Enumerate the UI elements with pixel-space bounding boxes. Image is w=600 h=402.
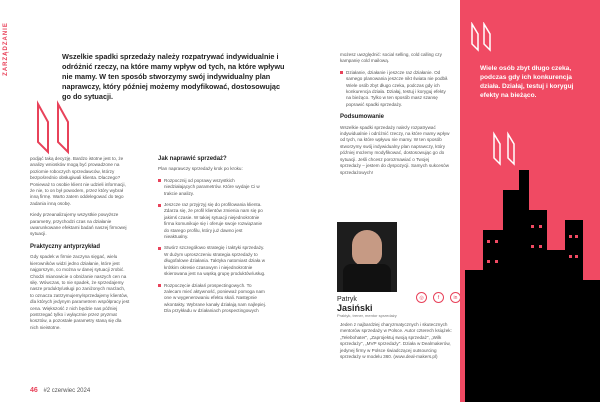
author-last-name: Jasiński [337, 303, 373, 313]
paragraph: Plan naprawczy sprzedaży krok po kroku: [158, 166, 243, 172]
author-head [352, 230, 382, 266]
bullet-item: Jeszcze raz przyjrzyj się do profilowania klienta. Zdarza się, że profil klientów zmienia nam się po jakimś czasie. W takiej sytuacji niejednokrotnie firma komunikuje się i oferuje swoje rozwiązanie do starego profilu, który już dawno jest nieaktualny. [158, 202, 266, 240]
left-column-1 [30, 156, 130, 336]
author-body [343, 264, 391, 292]
paragraph: Kiedy przeanalizujemy wszystkie powyższe parametry, przychodzi czas na działanie uwarunkowane efektami badań naszej firmowej sytuacji. [30, 212, 127, 237]
quote-mark-icon [470, 22, 498, 54]
paragraph: Gdy spadek w firmie zaczyna sięgać, wielu kierowników widzi jedno działanie, które jest najgorszym, co można w danej sytuacji zrobić. Chodzi mianowicie o obniżanie naszych cen na siłę. Wówczas, to nie spadek, że sprzedajemy nasze produkty/usługi po zaniżonych marżach, to oznacza zatrzymujemy/sprzedajemy klientów, dla których jedynym parametrem współpracy jest cena. Większość z nich będzie nas później postrzegać tylko i wyłącznie przez pryzmat kosztów, a pozostałe parametry staną się dla nich nieistotne. [30, 254, 130, 330]
instagram-icon[interactable]: ◎ [416, 292, 427, 303]
lead-paragraph: Wszelkie spadki sprzedaży należy rozpatrywać indywidualnie i odróżnić rzeczy, na które mamy wpływ od tych, na które wpływu nie mamy. W ten sposób stworzymy swój indywidualny plan naprawczy, który później możemy modyfikować, dostosowując go do sytuacji. [62, 52, 285, 101]
pull-quote: Wiele osób zbyt długo czeka, podczas gdy ich konkurencja działa. Działaj, testuj i koryguj efekty na bieżąco. [480, 65, 574, 99]
author-role: Praktyk, trener, mentor sprzedaży [337, 313, 397, 318]
author-name [337, 296, 373, 312]
social-links [416, 292, 461, 303]
right-page [300, 0, 600, 402]
paragraph: możesz uwzględnić: social selling, cold calling czy kampanię cold mailową. [340, 52, 442, 64]
section-heading: Podsumowanie [340, 114, 385, 121]
bullet-item: Rozpoczęcie działań prospectingowych. To zalecam mieć aktywność, ponieważ pomoga nam one w wygenerowaniu efektu skali. Następnie wkontakty. Wybrane kanały działają nam najlepiej. Dla przykładu w działaniach prospectingowych [158, 283, 266, 315]
city-skyline-illustration [465, 150, 600, 402]
section-heading: Praktyczny antyprzykład [30, 243, 101, 250]
bullet-item: Działanie, działanie i jeszcze raz działanie. Od samego planowania jeszcze nikt świata nie podbił. Wiele osób zbyt długo czeka, podczas gdy ich konkurencja działa. Działaj, testuj i koryguj efekty na bieżąco. Tylko w ten sposób masz szansę poprawić spadki sprzedaży. [340, 70, 450, 108]
paragraph: podjąć taką decyzję. Bardzo istotne jest to, że analizy wniosków mogą być prowadzone na poziomie roboczych sprzedawców, którzy bezpośrednio obsługiwali klienta. Dlaczego? Ponieważ to osobie klient nie udzieli informacji, że nie, to on był powodem, przez który wybrał inną firmę. Warto zatem oddelegować do tego zadania inną osobę. [30, 156, 126, 206]
author-first-name: Patryk [337, 296, 357, 303]
quote-mark-icon [30, 98, 100, 158]
bullet-item: Rozpocznij od poprawy wszystkich niedziałających parametrów. Które wydaje Ci w trakcie analizy. [158, 178, 266, 197]
page-footer [30, 387, 90, 394]
paragraph: Jeden z najbardziej charyzmatycznych i skutecznych mentorów sprzedaży w Polsce. Autor czterech książek: „Telebohater", „Zaprojektuj swoją sprzedaż", „Wilk sprzedaży", „MVP sprzedaży". Działa w Dealmakerów, jedynej firmy w Polsce świadczącej outsourcing sprzedaży w modelu 360. (www.deal-makers.pl) [340, 322, 452, 360]
section-heading: Jak naprawić sprzedaż? [158, 156, 227, 162]
right-column-1 [340, 52, 450, 181]
author-photo [337, 222, 397, 292]
issue-label: #2 czerwiec 2024 [43, 388, 91, 394]
section-tab [0, 0, 12, 402]
facebook-icon[interactable]: f [433, 292, 444, 303]
section-tab-label: ZARZĄDZANIE [3, 22, 9, 76]
page-number: 46 [30, 387, 38, 394]
author-bio [340, 322, 452, 365]
paragraph: Wszelkie spadki sprzedaży należy rozpatrywać indywidualnie i odróżnić rzeczy, na które mamy wpływ od tych, na które wpływu nie mamy. W ten sposób stworzymy swój indywidualny plan naprawczy, który później możemy modyfikować, dostosowując go do sytuacji. Jeśli chcesz porozmawiać o Twojej sprzedaży – jestem do dyspozycji. Samych sukcesów sprzedażowych! [340, 124, 450, 175]
linkedin-icon[interactable]: in [450, 292, 461, 303]
left-column-2 [158, 156, 266, 320]
bullet-item: Stwórz szczegółowo strategię i taktyki sprzedaży. W dużym uproszczeniu strategia sprzedaży to długofalowe działania. Taktyka natomiast działa w krótkim okresie czasowym i niejednokrotnie skierowana jest na wąską grupę produktów/usług. [158, 245, 266, 277]
